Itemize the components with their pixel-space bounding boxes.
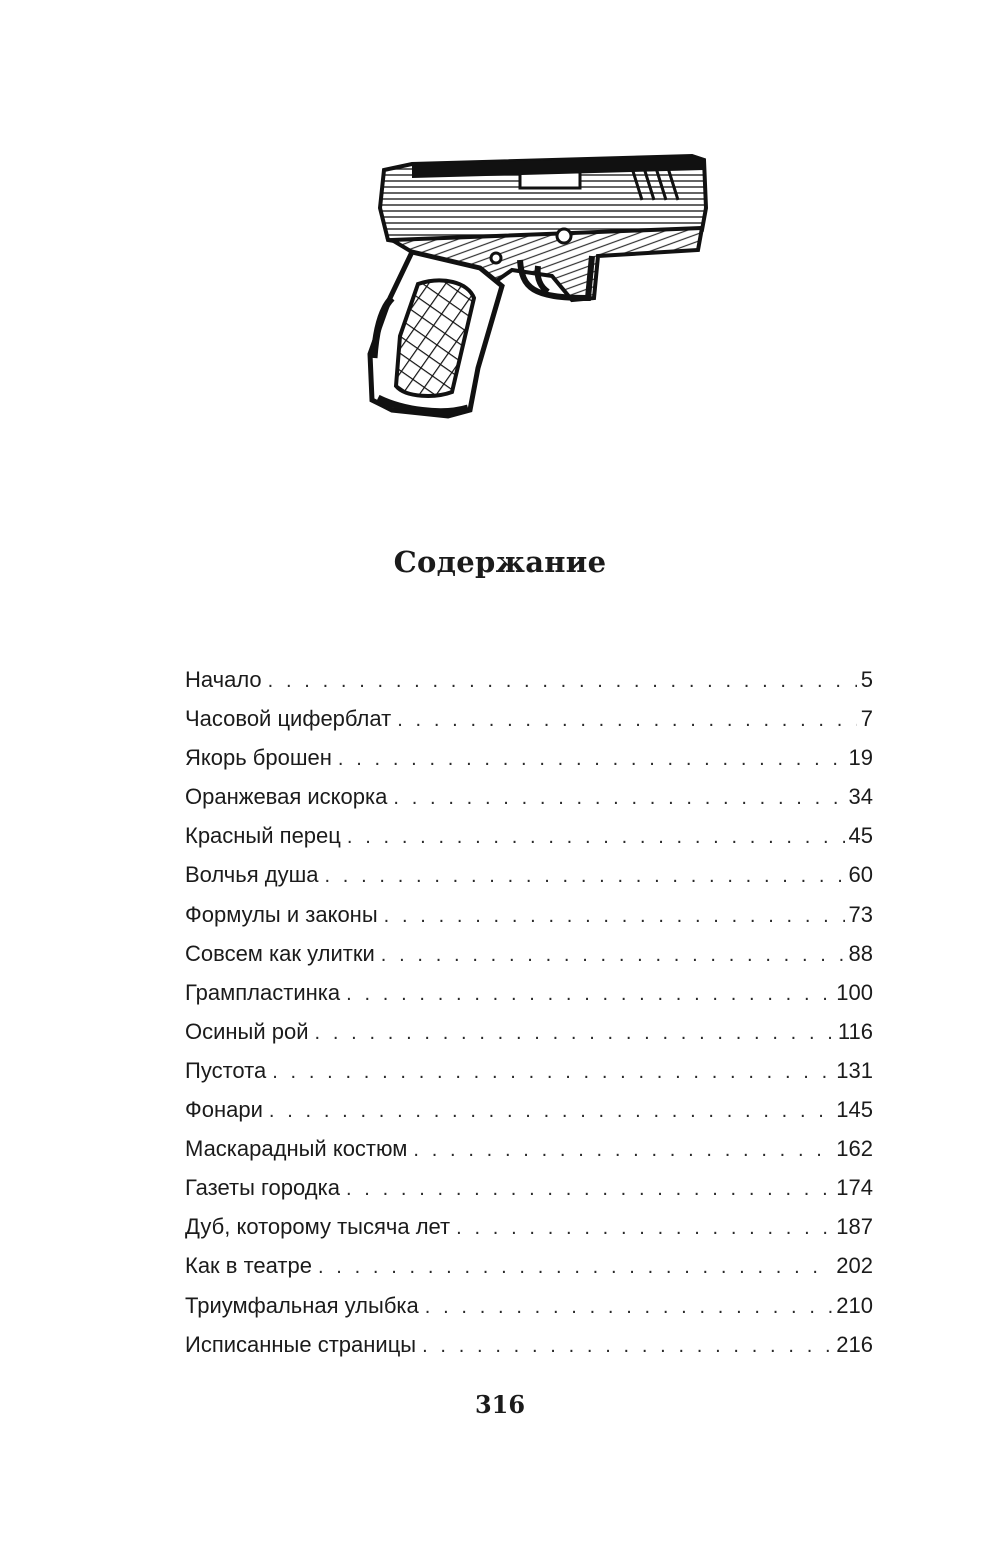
dot-leader [456,1209,832,1248]
toc-entry-title: Газеты городка [185,1175,340,1201]
toc-entry-title: Маскарадный костюм [185,1136,408,1162]
toc-entry [185,934,873,973]
toc-entry-page: 5 [860,667,873,692]
dot-leader [268,662,857,701]
toc-entry-page: 88 [848,940,873,966]
table-of-contents [185,660,873,1364]
toc-entry-title: Пустота [185,1057,267,1083]
dot-leader [381,936,845,975]
toc-entry-title: Оранжевая искорка [185,784,388,810]
toc-entry-page: 210 [836,1292,873,1318]
dot-leader [422,1327,832,1366]
toc-entry-title: Осиный рой [185,1018,309,1044]
toc-entry-page: 7 [860,706,873,732]
dot-leader [315,1014,834,1053]
dot-leader [269,1092,832,1131]
toc-entry-page: 45 [848,823,873,849]
toc-entry-page: 162 [836,1136,873,1162]
toc-entry-page: 60 [848,862,873,888]
toc-entry-page: 19 [848,745,873,771]
toc-entry [185,895,873,934]
toc-entry [185,973,873,1012]
toc-entry-title: Триумфальная улыбка [185,1292,419,1318]
toc-entry [185,1051,873,1090]
dot-leader [397,701,857,740]
toc-entry-page: 187 [836,1214,873,1240]
dot-leader [425,1288,833,1327]
dot-leader [338,740,845,779]
toc-entry-title: Формулы и законы [185,901,378,927]
dot-leader [347,818,845,857]
toc-entry-page: 131 [836,1057,873,1083]
toc-entry [185,699,873,738]
toc-entry [185,1325,873,1364]
toc-entry-page: 174 [836,1175,873,1201]
toc-entry-title: Грампластинка [185,979,341,1005]
toc-entry [185,1012,873,1051]
pistol-illustration [352,148,722,438]
dot-leader [393,779,844,818]
toc-entry-title: Фонари [185,1097,263,1123]
toc-entry-page: 202 [836,1253,873,1279]
toc-entry-title: Совсем как улитки [185,940,375,966]
dot-leader [413,1131,832,1170]
toc-entry-title: Волчья душа [185,862,319,888]
toc-entry [185,777,873,816]
dot-leader [272,1053,832,1092]
toc-entry-page: 216 [836,1331,873,1357]
toc-entry [185,660,873,699]
toc-entry [185,1168,873,1207]
toc-entry-title: Якорь брошен [185,745,332,771]
page-title: Содержание [393,545,607,579]
toc-entry-page: 73 [848,901,873,927]
toc-entry-title: Красный перец [185,823,341,849]
toc-entry-title: Часовой циферблат [185,706,392,732]
toc-entry-title: Дуб, которому тысяча лет [185,1214,451,1240]
dot-leader [346,1170,832,1209]
dot-leader [324,857,844,896]
toc-entry [185,1286,873,1325]
toc-entry-page: 34 [848,784,873,810]
toc-entry-page: 116 [837,1018,873,1044]
page-number: 316 [474,1390,526,1419]
toc-entry-page: 100 [836,979,873,1005]
toc-entry-page: 145 [836,1097,873,1123]
toc-entry [185,855,873,894]
toc-entry [185,816,873,855]
toc-entry [185,1129,873,1168]
toc-entry [185,1090,873,1129]
toc-entry-title: Как в театре [185,1253,312,1279]
toc-entry-title: Начало [185,667,262,692]
pistol-icon [352,148,722,438]
toc-entry [185,1246,873,1285]
toc-entry [185,738,873,777]
dot-leader [384,897,845,936]
toc-entry [185,1207,873,1246]
toc-entry-title: Исписанные страницы [185,1331,417,1357]
dot-leader [318,1248,832,1287]
dot-leader [346,975,832,1014]
